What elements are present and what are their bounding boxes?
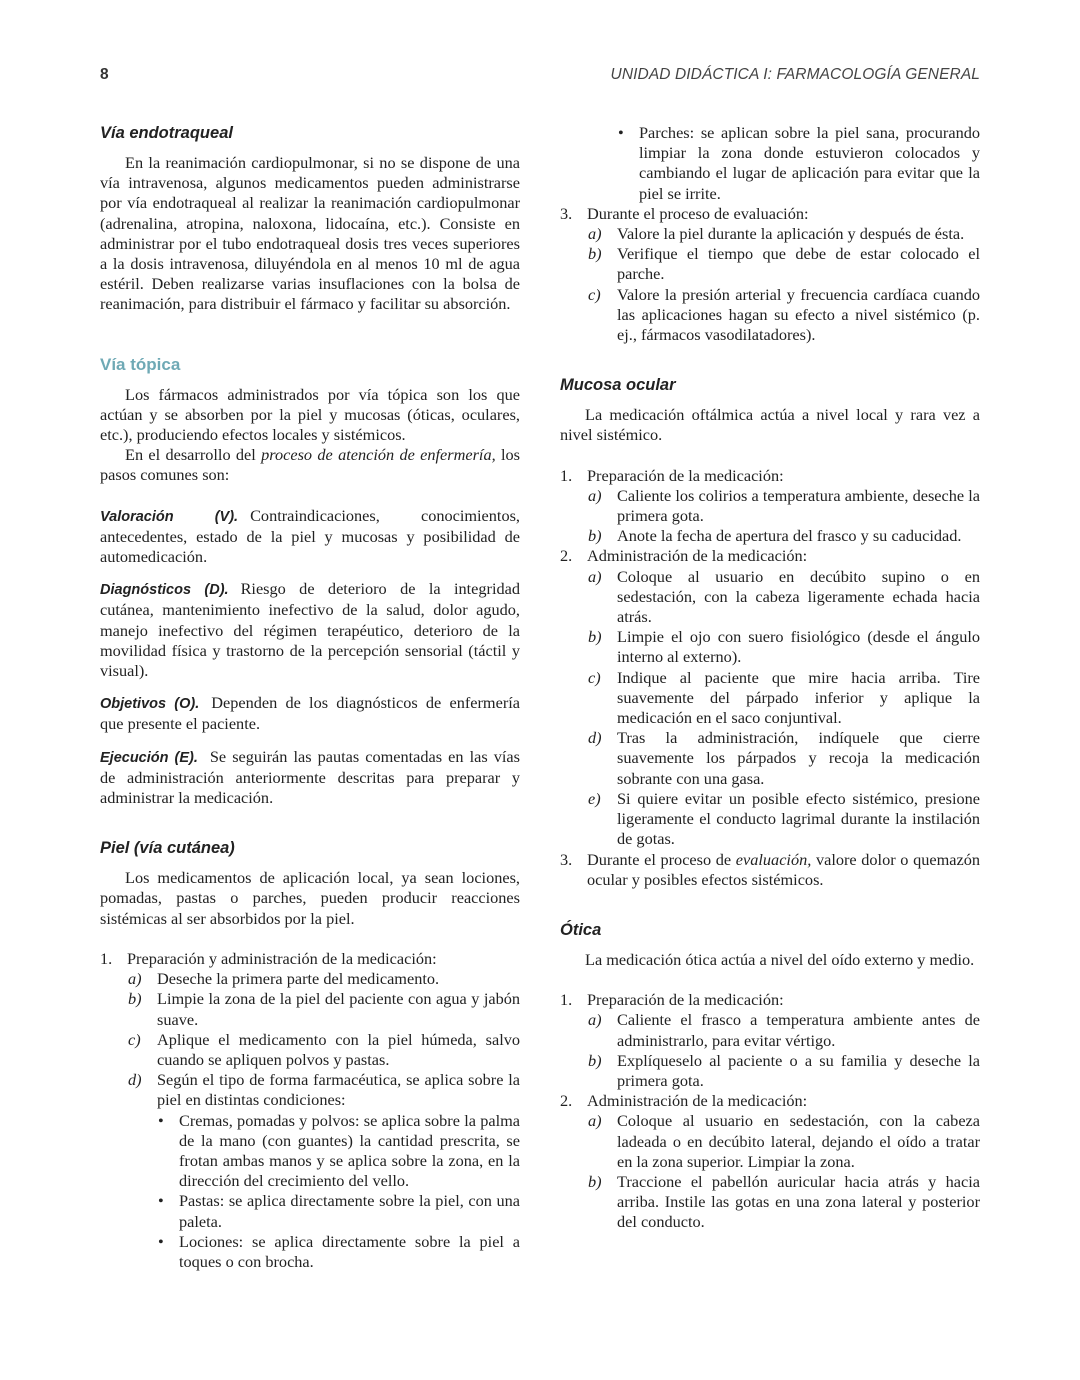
run-in-label: Objetivos (O).: [100, 696, 200, 713]
list-text: Coloque al usuario en sedestación, con la cabeza ladeada o en decúbito lateral, dejando el oído a tratar en la zona superior. Limpiar la zona.: [617, 1111, 980, 1171]
list-letter: a): [588, 1010, 602, 1030]
paragraph-valoracion: [100, 506, 520, 568]
list-letter: b): [588, 627, 602, 647]
list-text: Durante el proceso de evaluación:: [587, 203, 809, 223]
list-letter: b): [588, 1050, 602, 1070]
list-letter: b): [588, 1171, 602, 1191]
paragraph-topica-pasos: [100, 445, 520, 485]
list-text: Parches: se aplican sobre la piel sana, procurando limpiar la zona donde estuvieron colocados y cambiando el lugar de aplicación para evitar que la piel se irrite.: [639, 123, 980, 203]
list-text: Preparación de la medicación:: [587, 990, 784, 1010]
list-number: 2.: [560, 546, 573, 566]
heading-mucosa-ocular: Mucosa ocular: [560, 376, 676, 395]
text: En el desarrollo del: [125, 445, 262, 465]
list-item: [560, 224, 980, 244]
list-text: Preparación y administración de la medicación:: [127, 948, 437, 968]
text: Se seguirán las pautas comentadas en las vías de administración anteriormente descritas para preparar y administrar la medicación.: [100, 746, 520, 808]
bullet-item: [100, 1111, 520, 1192]
paragraph-objetivos: [100, 693, 520, 734]
list-letter: a): [128, 969, 142, 989]
list-item: [100, 969, 520, 989]
list-letter: a): [588, 485, 602, 505]
list-number: 2.: [560, 1091, 573, 1111]
list-item: [560, 990, 980, 1010]
list-item: [560, 627, 980, 667]
list-text: Coloque al usuario en decúbito supino o en sedestación, con la cabeza ligeramente echada hacia atrás.: [617, 566, 980, 627]
list-text: Administración de la medicación:: [587, 1091, 808, 1111]
run-in-label: Valoración (V).: [100, 508, 239, 525]
list-letter: c): [588, 667, 601, 687]
list-text: Verifique el tiempo que debe de estar colocado el parche.: [617, 244, 980, 284]
heading-otica: Ótica: [560, 920, 602, 939]
left-column: [100, 123, 520, 1272]
list-text: Anote la fecha de apertura del frasco y su caducidad.: [617, 526, 962, 546]
paragraph-ocular-intro: La medicación oftálmica actúa a nivel local y rara vez a nivel sistémico.: [560, 405, 980, 445]
list-letter: b): [128, 989, 142, 1009]
text: Riesgo de deterioro de la integridad cutánea, mantenimiento inefectivo de la salud, dolor agudo, manejo inefectivo del régimen terapéutico, deterioro de la movilidad física y trastorno de la percepción sensorial (táctil y visual).: [100, 579, 520, 681]
list-letter: d): [128, 1070, 142, 1090]
list-letter: c): [128, 1029, 141, 1049]
list-number: 3.: [560, 849, 573, 869]
list-number: 3.: [560, 203, 573, 223]
list-text: Limpie la zona de la piel del paciente con agua y jabón suave.: [157, 989, 520, 1029]
list-text: Valore la presión arterial y frecuencia cardíaca cuando las aplicaciones hagan su efecto a nivel sistémico (p. ej., fármacos vasodilatadores).: [617, 284, 980, 345]
list-text: Si quiere evitar un posible efecto sistémico, presione ligeramente el conducto lagrimal durante la instilación de gotas.: [617, 788, 980, 849]
list-item: [560, 668, 980, 729]
bullet-icon: •: [158, 1191, 164, 1211]
list-text: Traccione el pabellón auricular hacia atrás y hacia arriba. Instile las gotas en una zona lateral y posterior del conducto.: [617, 1171, 980, 1232]
list-text: Lociones: se aplica directamente sobre la piel a toques o con brocha.: [179, 1231, 520, 1271]
text: los pasos comunes son:: [100, 445, 520, 485]
list-item: [100, 989, 520, 1029]
paragraph-topica-intro: Los fármacos administrados por vía tópica son los que actúan y se absorben por la piel y mucosas (óticas, oculares, etc.), produciendo efectos locales y sistémicos.: [100, 384, 520, 445]
text: Dependen de los diagnósticos de enfermería que presente el paciente.: [100, 693, 520, 734]
list-text: Explíqueselo al paciente o a su familia y deseche la primera gota.: [617, 1050, 980, 1090]
run-in-label: Diagnósticos (D).: [100, 582, 229, 599]
bullet-icon: •: [618, 123, 624, 142]
list-text: Cremas, pomadas y polvos: se aplica sobre la palma de la mano (con guantes) la cantidad prescrita, se frotan ambas manos y se aplica sobre la zona, en la dirección del crecimiento del vello.: [179, 1110, 520, 1191]
list-item: [560, 285, 980, 346]
list-text: Pastas: se aplica directamente sobre la piel, con una paleta.: [179, 1191, 520, 1231]
bullet-item: [560, 123, 980, 204]
list-letter: a): [588, 224, 602, 244]
list-item: [560, 1172, 980, 1233]
list-text: Aplique el medicamento con la piel húmeda, salvo cuando se apliquen polvos y pastas.: [157, 1029, 520, 1069]
list-text: Caliente los colirios a temperatura ambiente, deseche la primera gota.: [617, 485, 980, 526]
paragraph-otica-intro: La medicación ótica actúa a nivel del oído externo y medio.: [585, 949, 975, 969]
list-letter: a): [588, 1111, 602, 1131]
list-item: [560, 850, 980, 890]
list-text: Durante el proceso de: [587, 849, 736, 869]
list-item: [100, 1030, 520, 1070]
list-item: [100, 1070, 520, 1110]
list-item: [560, 1051, 980, 1091]
list-item: [560, 204, 980, 224]
running-head: UNIDAD DIDÁCTICA I: FARMACOLOGÍA GENERAL: [610, 66, 980, 83]
heading-piel: Piel (vía cutánea): [100, 839, 235, 858]
heading-via-topica: Vía tópica: [100, 354, 181, 374]
list-number: 1.: [100, 948, 113, 968]
emphasis: evaluación,: [735, 849, 812, 869]
bullet-item: [100, 1232, 520, 1272]
list-item: [560, 1091, 980, 1111]
list-text: Administración de la medicación:: [587, 546, 808, 566]
text: Contraindicaciones, conocimientos, antecedentes, estado de la piel y mucosas y posibilidad de automedicación.: [100, 505, 520, 567]
list-text: Deseche la primera parte del medicamento.: [157, 969, 440, 989]
list-item: [560, 486, 980, 526]
list-item: [560, 244, 980, 284]
right-column: [560, 123, 980, 1233]
list-item: [560, 546, 980, 566]
emphasis: proceso de atención de enfermería,: [261, 445, 496, 465]
paragraph-endotraqueal: En la reanimación cardiopulmonar, si no se dispone de una vía intravenosa, algunos medicamentos pueden administrarse por vía endotraqueal al realizar la reanimación cardiopulmonar (adrenalina, atropina, naloxona, lidocaína, etc.). Consiste en administrar por el tubo endotraqueal dosis tres veces superiores a la dosis intravenosa, diluyéndola en al menos 10 ml de agua estéril. Deben realizarse varias insuflaciones con la bolsa de reanimación, para distribuir el fármaco y facilitar su absorción.: [100, 153, 520, 314]
paragraph-diagnosticos: [100, 579, 520, 681]
list-text: valore dolor o quemazón ocular y posibles efectos sistémicos.: [587, 849, 980, 889]
list-item: [560, 526, 980, 546]
list-text: Valore la piel durante la aplicación y después de ésta.: [617, 224, 965, 244]
list-letter: e): [588, 788, 601, 808]
list-text: Limpie el ojo con suero fisiológico (desde el ángulo interno al externo).: [617, 627, 980, 667]
list-text: Caliente el frasco a temperatura ambiente antes de administrarlo, para evitar vértigo.: [617, 1010, 980, 1050]
page-number: 8: [100, 66, 109, 83]
paragraph-piel-intro: Los medicamentos de aplicación local, ya sean lociones, pomadas, pastas o parches, pueden producir reacciones sistémicas al ser absorbidos por la piel.: [100, 868, 520, 928]
list-number: 1.: [560, 465, 573, 485]
list-number: 1.: [560, 990, 573, 1010]
heading-via-endotraqueal: Vía endotraqueal: [100, 124, 233, 142]
list-item: [560, 567, 980, 628]
list-item: [560, 728, 980, 789]
list-item: [560, 789, 980, 850]
list-letter: b): [588, 526, 602, 546]
bullet-item: [100, 1191, 520, 1231]
list-text: Según el tipo de forma farmacéutica, se aplica sobre la piel en distintas condiciones:: [157, 1070, 520, 1110]
page-header: [100, 66, 980, 92]
list-letter: a): [588, 566, 602, 586]
list-item: [560, 1010, 980, 1050]
list-letter: d): [588, 728, 602, 748]
list-text: Tras la administración, indíquele que cierre suavemente los párpados y recoja la medicación sobrante con una gasa.: [617, 728, 980, 788]
list-item: [560, 1111, 980, 1172]
list-letter: b): [588, 244, 602, 264]
list-text: Indique al paciente que mire hacia arriba. Tire suavemente del párpado inferior y aplique la medicación en el saco conjuntival.: [617, 667, 980, 728]
paragraph-ejecucion: [100, 747, 520, 809]
list-letter: c): [588, 284, 601, 304]
list-item: [560, 466, 980, 486]
bullet-icon: •: [158, 1231, 164, 1251]
run-in-label: Ejecución (E).: [100, 749, 198, 766]
bullet-icon: •: [158, 1110, 164, 1130]
list-item: [100, 949, 520, 969]
list-text: Preparación de la medicación:: [587, 465, 784, 485]
